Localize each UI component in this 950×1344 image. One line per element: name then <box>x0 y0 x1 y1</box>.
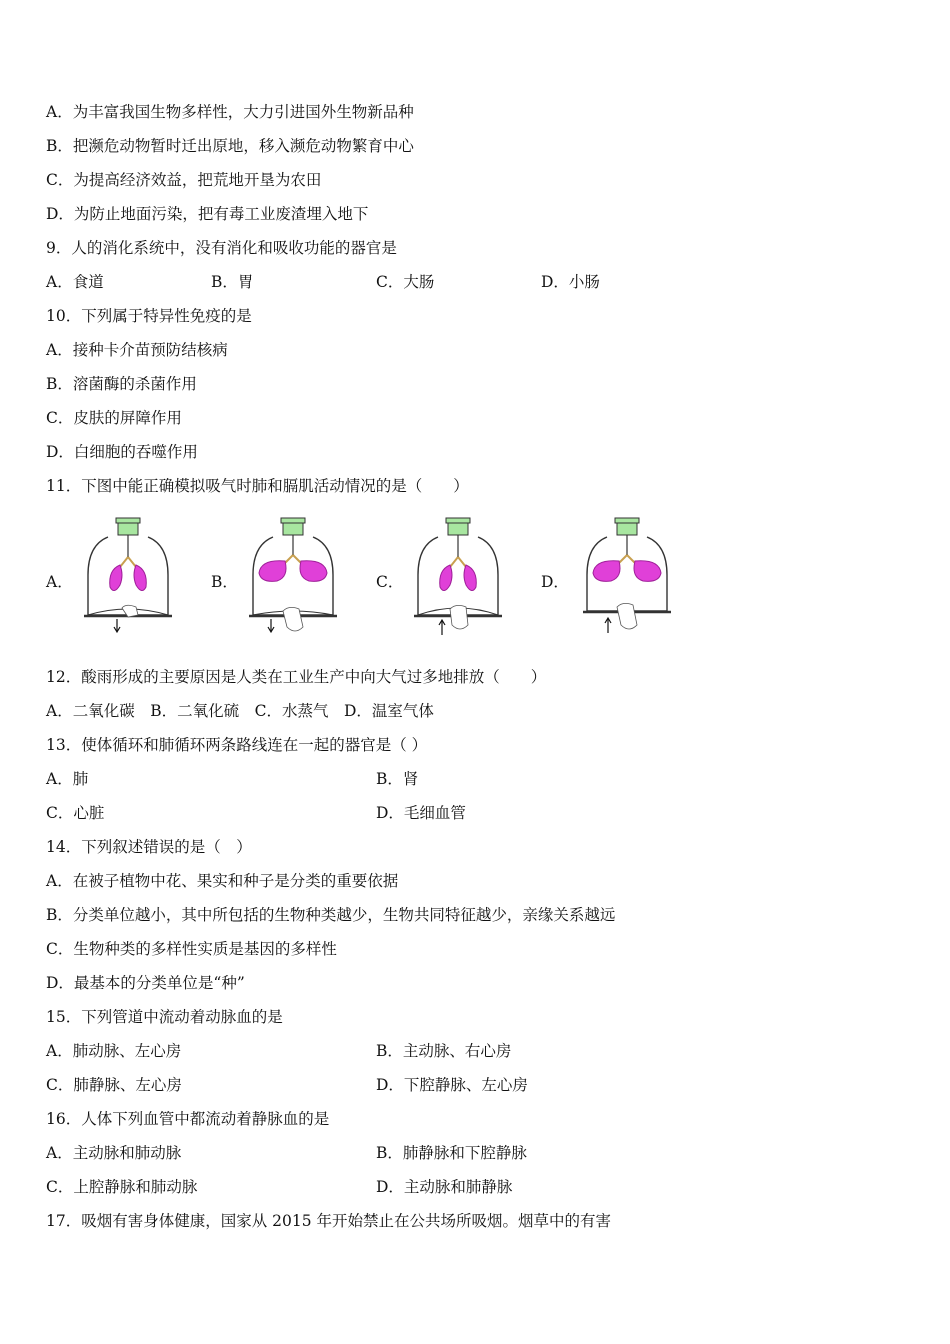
q14-option-c: C．生物种类的多样性实质是基因的多样性 <box>46 940 337 958</box>
q8-option-a: A．为丰富我国生物多样性，大力引进国外生物新品种 <box>46 103 414 121</box>
q11-label-a: A． <box>46 573 73 591</box>
q10-option-d: D．白细胞的吞噬作用 <box>46 443 198 461</box>
q13-option-c: C．心脏 <box>46 804 105 822</box>
q8-option-b: B．把濒危动物暂时迁出原地，移入濒危动物繁育中心 <box>46 137 414 155</box>
q15-option-a: A．肺动脉、左心房 <box>46 1042 182 1060</box>
q9-stem: 9．人的消化系统中，没有消化和吸收功能的器官是 <box>46 239 397 257</box>
q11-stem: 11．下图中能正确模拟吸气时肺和膈肌活动情况的是（ ） <box>46 477 469 495</box>
q10-stem: 10．下列属于特异性免疫的是 <box>46 307 252 325</box>
q10-option-a: A．接种卡介苗预防结核病 <box>46 341 228 359</box>
q13-option-a: A．肺 <box>46 770 89 788</box>
q13-stem: 13．使体循环和肺循环两条路线连在一起的器官是（ ） <box>46 736 428 754</box>
q9-option-a: A．食道 <box>46 273 104 291</box>
lung-model-diagram-d <box>577 515 677 640</box>
q11-label-c: C． <box>376 573 404 591</box>
q16-option-a: A．主动脉和肺动脉 <box>46 1144 182 1162</box>
q14-option-a: A．在被子植物中花、果实和种子是分类的重要依据 <box>46 872 399 890</box>
q9-option-d: D．小肠 <box>541 273 600 291</box>
q16-option-c: C．上腔静脉和肺动脉 <box>46 1178 198 1196</box>
q11-label-d: D． <box>541 573 569 591</box>
q14-option-b: B．分类单位越小，其中所包括的生物种类越少，生物共同特征越少，亲缘关系越远 <box>46 906 616 924</box>
q15-option-c: C．肺静脉、左心房 <box>46 1076 182 1094</box>
q10-option-b: B．溶菌酶的杀菌作用 <box>46 375 197 393</box>
q9-option-b: B．胃 <box>211 273 254 291</box>
lung-model-diagram-a <box>78 515 178 640</box>
q13-option-d: D．毛细血管 <box>376 804 466 822</box>
q9-option-c: C．大肠 <box>376 273 435 291</box>
q10-option-c: C．皮肤的屏障作用 <box>46 409 182 427</box>
q14-stem: 14．下列叙述错误的是（ ） <box>46 838 252 856</box>
q12-options: A．二氧化碳 B．二氧化硫 C．水蒸气 D．温室气体 <box>46 702 434 720</box>
q15-option-b: B．主动脉、右心房 <box>376 1042 512 1060</box>
q17-stem: 17．吸烟有害身体健康，国家从 2015 年开始禁止在公共场所吸烟。烟草中的有害 <box>46 1212 612 1230</box>
lung-model-diagram-b <box>243 515 343 640</box>
q15-stem: 15．下列管道中流动着动脉血的是 <box>46 1008 283 1026</box>
q12-stem: 12．酸雨形成的主要原因是人类在工业生产中向大气过多地排放（ ） <box>46 668 547 686</box>
q16-option-d: D．主动脉和肺静脉 <box>376 1178 513 1196</box>
q8-option-d: D．为防止地面污染，把有毒工业废渣埋入地下 <box>46 205 369 223</box>
q16-option-b: B．肺静脉和下腔静脉 <box>376 1144 527 1162</box>
lung-model-diagram-c <box>408 515 508 640</box>
q8-option-c: C．为提高经济效益，把荒地开垦为农田 <box>46 171 322 189</box>
q15-option-d: D．下腔静脉、左心房 <box>376 1076 528 1094</box>
q13-option-b: B．肾 <box>376 770 419 788</box>
q11-label-b: B． <box>211 573 238 591</box>
q16-stem: 16．人体下列血管中都流动着静脉血的是 <box>46 1110 330 1128</box>
q14-option-d: D．最基本的分类单位是“种” <box>46 974 245 992</box>
